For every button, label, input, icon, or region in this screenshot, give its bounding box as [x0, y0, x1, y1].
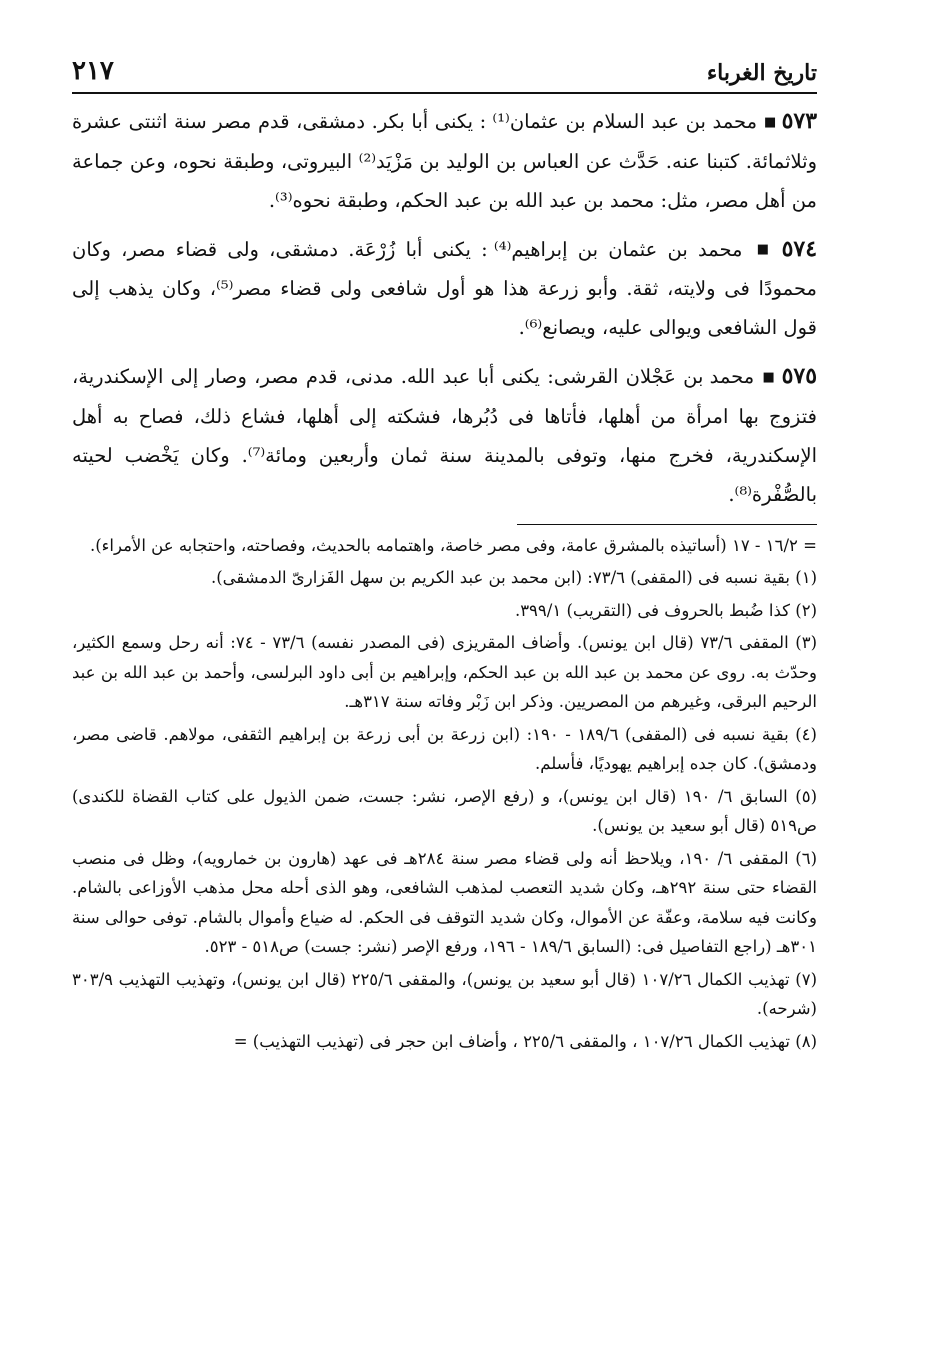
footnote-4: (٤) بقية نسبه فى (المقفى) ١٨٩/٦ - ١٩٠: (ابن زرعة بن أبى زرعة بن إبراهيم الثقفى، مولاهم. قاضى مصر، ودمشق). كان جده إبراهيم يهوديًا، فأسلم. — [72, 724, 817, 773]
footnote-7: (٧) تهذيب الكمال ١٠٧/٢٦ (قال أبو سعيد بن يونس)، والمقفى ٢٢٥/٦ (قال ابن يونس)، وتهذيب التهذيب ٣٠٣/٩ (شرحه). — [72, 969, 818, 1018]
footnote-5: (٥) السابق ٦/ ١٩٠ (قال ابن يونس)، و (رفع الإصر، نشر: جست، ضمن الذيول على كتاب القضاة للكندى) ص٥١٩ (قال أبو سعيد بن يونس). — [72, 786, 817, 835]
page-header — [72, 52, 817, 94]
footnote-8: (٨) تهذيب الكمال ١٠٧/٢٦ ، والمقفى ٢٢٥/٦ ، وأضاف ابن حجر فى (تهذيب التهذيب) = — [233, 1031, 817, 1051]
footnote-continuation: = ١٦/٢ - ١٧ (أساتيذه بالمشرق عامة، وفى مصر خاصة، واهتمامه بالحديث، وفصاحته، واحتجابه عن الأمراء). — [89, 535, 817, 555]
footnote-3: (٣) المقفى ٧٣/٦ (قال ابن يونس). وأضاف المقريزى (فى المصدر نفسه) ٧٣/٦ - ٧٤: أنه رحل وسمع الكثير، وحدّث به. روى عن محمد بن عبد الله بن عبد الحكم، وإبراهيم بن أبى داود البرلسى، وأحمد بن عبد الله بن عبد الرحيم البرقى، وغيرهم من المصريين. وذكر ابن زَبْر وفاته سنة ٣١٧هـ. — [72, 633, 817, 711]
book-title: تاريخ الغرباء — [706, 60, 817, 86]
entry-574 — [72, 230, 817, 348]
entry-text: محمد بن عثمان بن إبراهيم⁽⁴⁾ : يكنى أبا زُرْعَة. دمشقى، ولى قضاء مصر، وكان محمودًا فى ولايته، ثقة. وأبو زرعة هذا هو أول شافعى ولى قضاء مصر⁽⁵⁾، وكان يذهب إلى قول الشافعى ويوالى عليه، ويصانع⁽⁶⁾. — [72, 237, 817, 339]
entry-text: محمد بن عبد السلام بن عثمان⁽¹⁾ : يكنى أبا بكر. دمشقى، قدم مصر سنة اثنتى عشرة وثلاثمائة. كتبنا عنه. حَدَّث عن العباس بن الوليد بن مَزْيَد⁽²⁾ البيروتى، وطبقة نحوه، وعن جماعة من أهل مصر، مثل: محمد بن عبد الله بن عبد الحكم، وطبقة نحوه⁽³⁾. — [72, 110, 817, 212]
entry-number: ٥٧٤ ■ — [753, 236, 817, 262]
footnote-2: (٢) كذا ضُبط بالحروف فى (التقريب) ٣٩٩/١. — [514, 600, 817, 620]
entry-575 — [72, 357, 817, 514]
footnote-6: (٦) المقفى ٦/ ١٩٠، ويلاحظ أنه ولى قضاء مصر سنة ٢٨٤هـ فى عهد (هارون بن خمارويه)، وظل فى منصب القضاء حتى سنة ٢٩٢هـ، وكان شديد التعصب لمذهب الشافعى، وهو الذى أحله محل مذهب الأوزاعى بالشام. وكانت فيه سلامة، وعفّة عن الأموال، وكان شديد التوقف فى الحكم. له ضياع وأموال بالشام. توفى حوالى سنة ٣٠١هـ (راجع التفاصيل فى: (السابق ١٨٩/٦ - ١٩٦، ورفع الإصر (نشر: جست) ص٥١٨ - ٥٢٣. — [72, 848, 818, 956]
footnote-1: (١) بقية نسبه فى (المقفى) ٧٣/٦: (ابن محمد بن عبد الكريم بن سهل الفَزارىّ الدمشقى). — [210, 568, 817, 587]
page-number: ٢١٧ — [72, 56, 114, 86]
entry-text: محمد بن عَجْلان القرشى: يكنى أبا عبد الله. مدنى، قدم مصر، وصار إلى الإسكندرية، فتزوج بها امرأة من أهلها، فأتاها فى دُبُرها، فشكته إلى أهلها، فشاع ذلك، فصاح به أهل الإسكندرية، فخرج منها، وتوفى بالمدينة سنة ثمان وأربعين ومائة⁽⁷⁾. وكان يَخْضب لحيته بالصُّفْرة⁽⁸⁾. — [72, 365, 817, 506]
book-page — [72, 52, 817, 1059]
footnotes — [72, 531, 817, 1057]
footnote-divider — [517, 524, 817, 525]
biography-entries — [72, 102, 817, 514]
entry-number: ٥٧٥ ■ — [761, 363, 817, 389]
entry-573 — [72, 102, 817, 220]
entry-number: ٥٧٣ ■ — [764, 108, 817, 134]
